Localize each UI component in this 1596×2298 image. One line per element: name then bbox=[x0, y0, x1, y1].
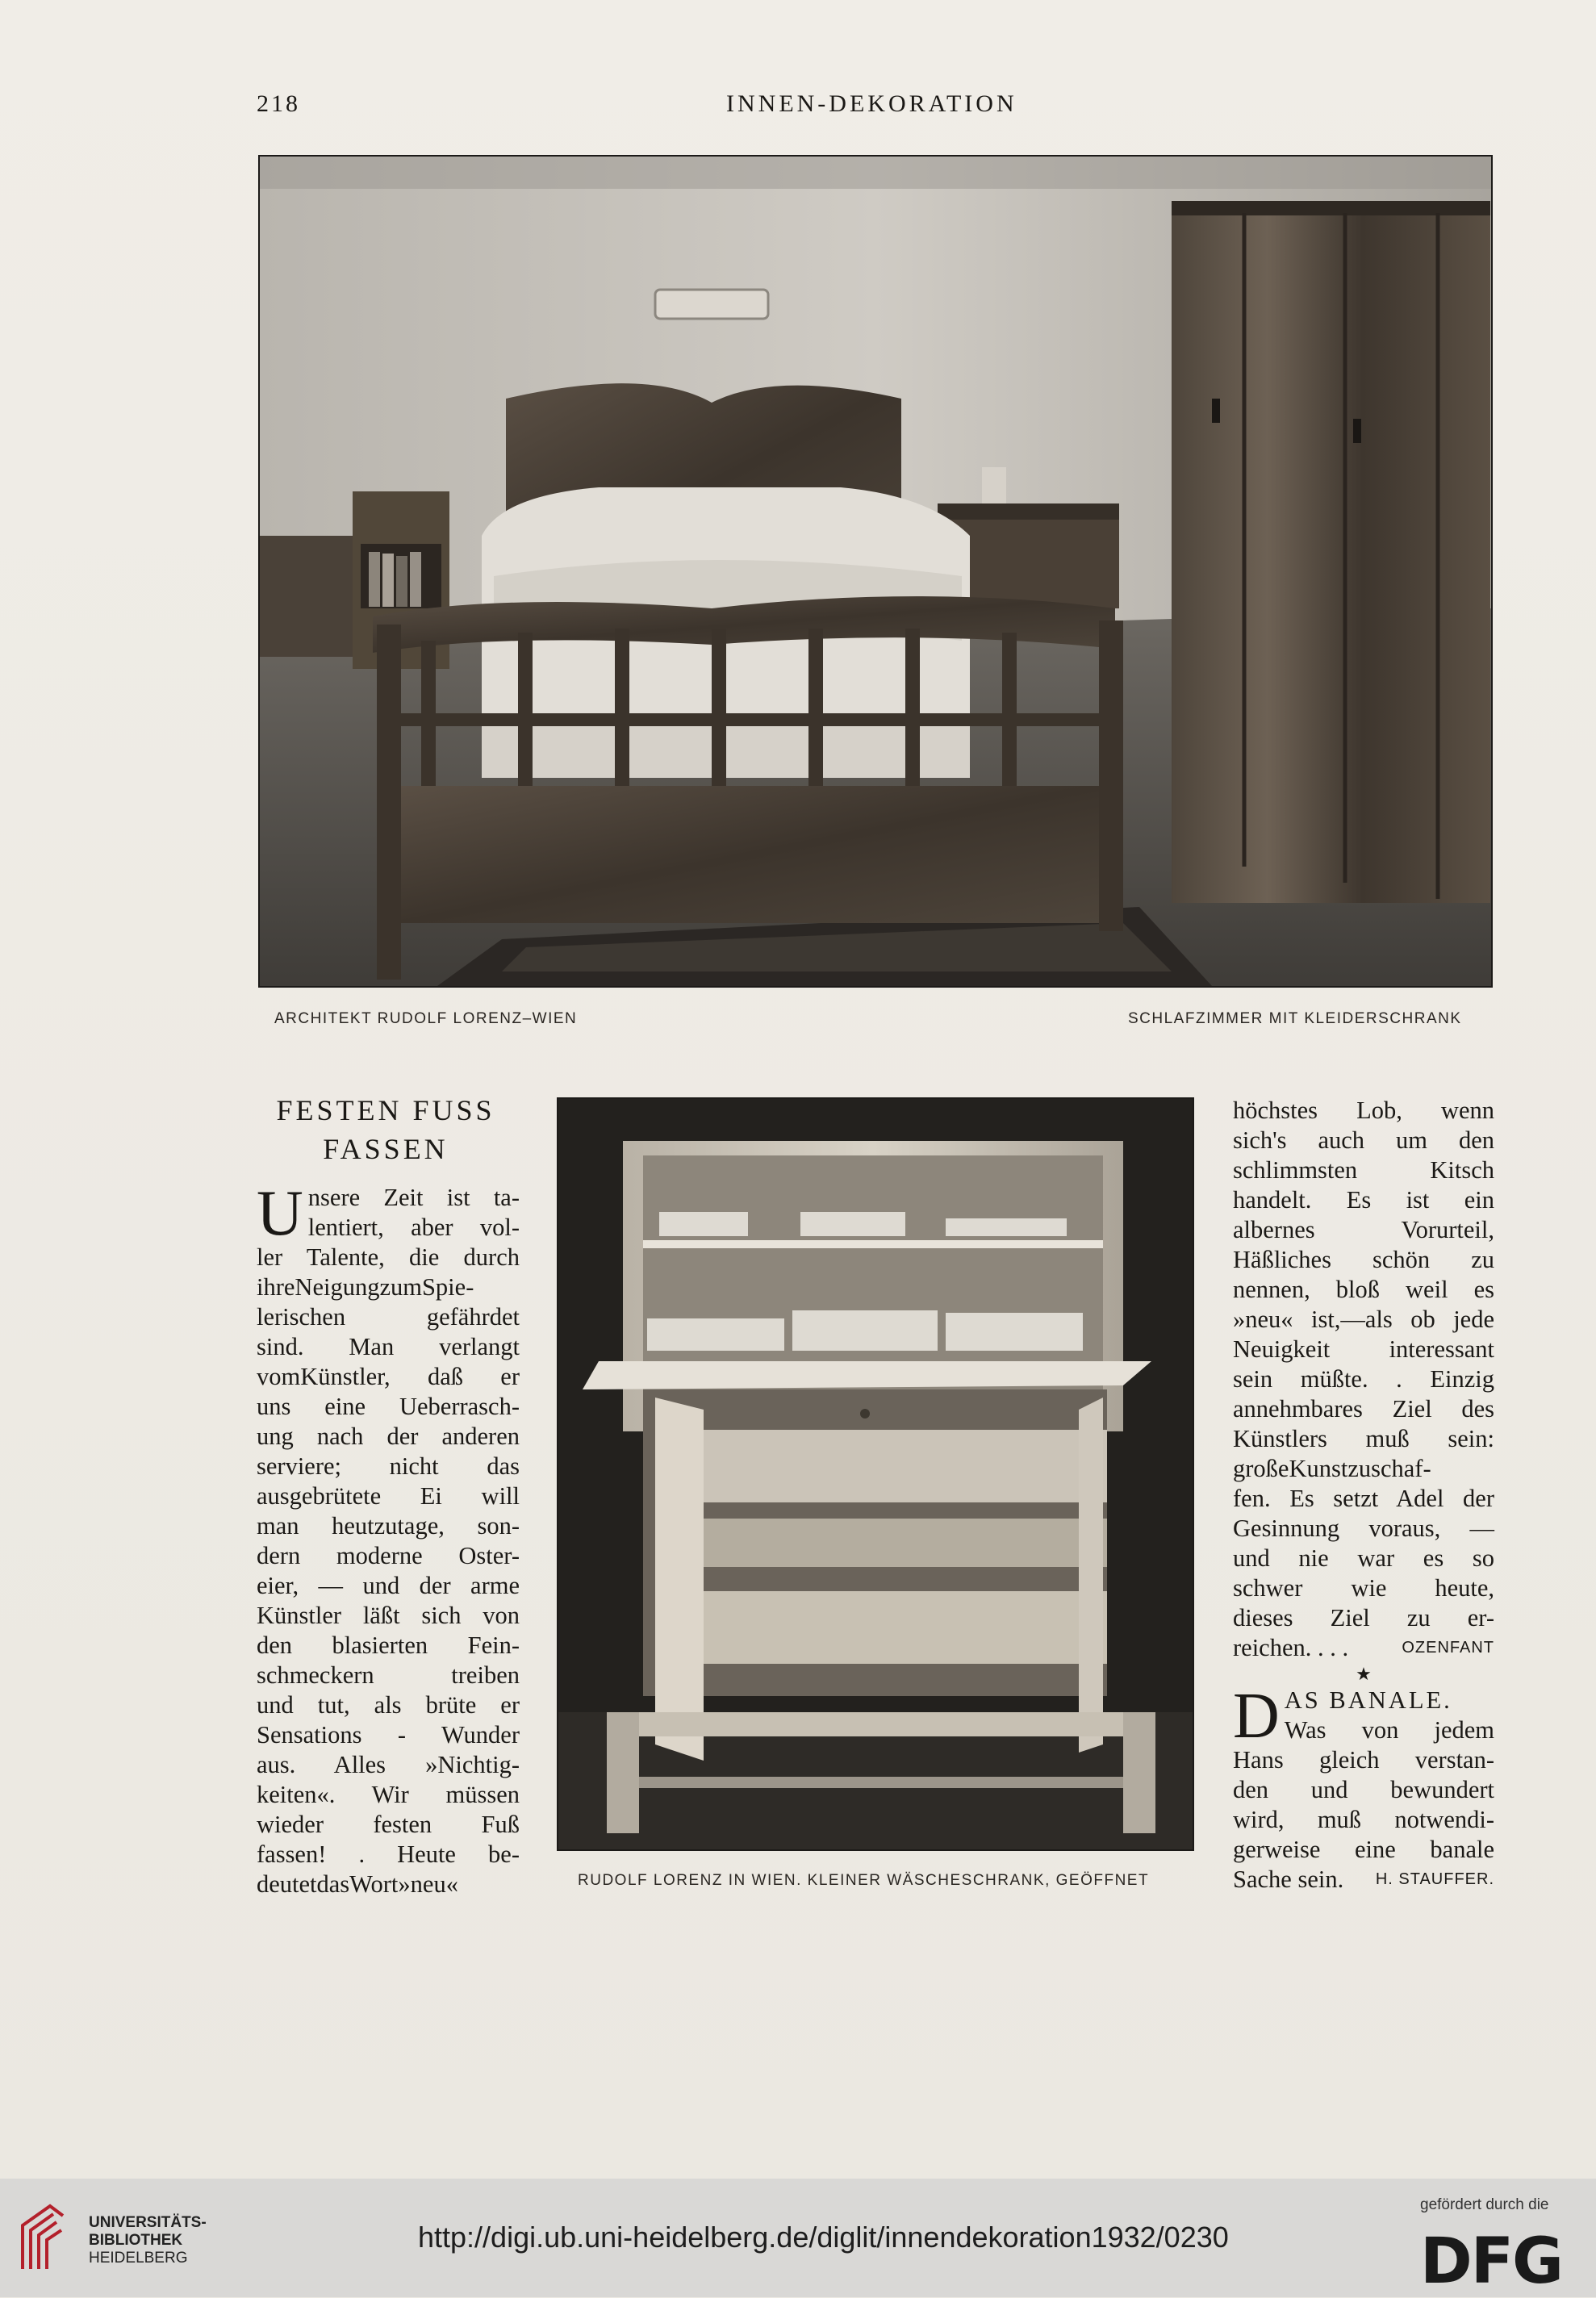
text-line: aus. Alles »Nichtig- bbox=[257, 1751, 520, 1778]
article-left-column bbox=[257, 1178, 520, 1899]
separator-star: ★ bbox=[1356, 1664, 1372, 1684]
left-text-lines bbox=[257, 1178, 520, 1899]
text-line: schwer wie heute, bbox=[1233, 1574, 1494, 1602]
text-line: nennen, bloß weil es bbox=[1233, 1276, 1494, 1303]
text-line: schlimmsten Kitsch bbox=[1233, 1156, 1494, 1184]
text-line: Was von jedem bbox=[1284, 1716, 1494, 1744]
text-line: Häßliches schön zu bbox=[1233, 1246, 1494, 1273]
footer-bar bbox=[0, 2179, 1596, 2297]
text-line: fassen! . Heute be- bbox=[257, 1840, 520, 1868]
text-line: man heutzutage, son- bbox=[257, 1512, 520, 1540]
sponsor-label: gefördert durch die bbox=[1420, 2196, 1549, 2213]
source-url[interactable]: http://digi.ub.uni-heidelberg.de/diglit/innendekoration1932/0230 bbox=[418, 2221, 1229, 2254]
bedroom-photo bbox=[258, 155, 1493, 988]
text-line: »neu« ist,—als ob jede bbox=[1233, 1306, 1494, 1333]
right-text-lines bbox=[1233, 1096, 1494, 1633]
text-line: Neuigkeit interessant bbox=[1233, 1335, 1494, 1363]
text-line: und tut, als brüte er bbox=[257, 1691, 520, 1719]
text-line: nsere Zeit ist ta- bbox=[307, 1184, 520, 1211]
text-line: Künstlers muß sein: bbox=[1233, 1425, 1494, 1452]
text-line: sich's auch um den bbox=[1233, 1126, 1494, 1154]
text-line: deutetdasWort»neu« bbox=[257, 1870, 458, 1898]
caption-room: SCHLAFZIMMER MIT KLEIDERSCHRANK bbox=[1128, 1010, 1462, 1027]
cabinet-photo bbox=[557, 1097, 1194, 1851]
article-title-line1: FESTEN FUSS bbox=[276, 1094, 495, 1126]
ub-heidelberg-logo bbox=[18, 2201, 68, 2274]
text-line: handelt. Es ist ein bbox=[1233, 1186, 1494, 1214]
text-line: sein müßte. . Einzig bbox=[1233, 1365, 1494, 1393]
article-title bbox=[257, 1091, 515, 1168]
text-line: wieder festen Fuß bbox=[257, 1811, 520, 1838]
text-line: den blasierten Fein- bbox=[257, 1632, 520, 1659]
article-right-column bbox=[1233, 1096, 1494, 1895]
text-line: ausgebrütete Ei will bbox=[257, 1482, 520, 1510]
article-title-line2: FASSEN bbox=[323, 1133, 449, 1165]
text-line: höchstes Lob, wenn bbox=[1233, 1097, 1494, 1124]
dropcap-d: D bbox=[1233, 1681, 1280, 1752]
text-line: und nie war es so bbox=[1233, 1544, 1494, 1572]
text-line: uns eine Ueberrasch- bbox=[257, 1393, 520, 1420]
text-line: annehmbares Ziel des bbox=[1233, 1395, 1494, 1423]
text-line: Künstler läßt sich von bbox=[257, 1602, 520, 1629]
text-line: Hans gleich verstan- bbox=[1233, 1746, 1494, 1774]
text-line: eier, — und der arme bbox=[257, 1572, 520, 1599]
dropcap-u: U bbox=[257, 1178, 303, 1249]
text-line: dieses Ziel zu er- bbox=[1233, 1604, 1494, 1632]
text-line: den und bewundert bbox=[1233, 1776, 1494, 1803]
page-number: 218 bbox=[257, 90, 300, 117]
second-article-title: AS BANALE. bbox=[1284, 1686, 1452, 1714]
text-line: gerweise eine banale bbox=[1233, 1836, 1494, 1863]
text-line: Gesinnung voraus, — bbox=[1233, 1515, 1494, 1542]
author-ozenfant: OZENFANT bbox=[1402, 1639, 1494, 1657]
author-stauffer: H. STAUFFER. bbox=[1375, 1870, 1494, 1888]
text-line: serviere; nicht das bbox=[257, 1452, 520, 1480]
text-line: dern moderne Oster- bbox=[257, 1542, 520, 1569]
text-line: Sensations - Wunder bbox=[257, 1721, 520, 1749]
text-line: sind. Man verlangt bbox=[257, 1333, 520, 1360]
text-line: albernes Vorurteil, bbox=[1233, 1216, 1494, 1243]
text-line: lentiert, aber vol- bbox=[307, 1214, 520, 1241]
text-line: fen. Es setzt Adel der bbox=[1233, 1485, 1494, 1512]
text-line: schmeckern treiben bbox=[257, 1661, 520, 1689]
text-line: großeKunstzuschaf- bbox=[1233, 1455, 1431, 1482]
text-line: wird, muß notwendi- bbox=[1233, 1806, 1494, 1833]
text-line: ihreNeigungzumSpie- bbox=[257, 1273, 474, 1301]
caption-architect: ARCHITEKT RUDOLF LORENZ–WIEN bbox=[274, 1010, 578, 1027]
right-last-line: reichen. . . . OZENFANT bbox=[1233, 1634, 1494, 1661]
text-line: lerischen gefährdet bbox=[257, 1303, 520, 1331]
library-name: UNIVERSITÄTS- BIBLIOTHEK HEIDELBERG bbox=[89, 2214, 207, 2267]
caption-cabinet: RUDOLF LORENZ IN WIEN. KLEINER WÄSCHESCHRANK, GEÖFFNET bbox=[578, 1872, 1150, 1889]
text-line: vomKünstler, daß er bbox=[257, 1363, 520, 1390]
second-last-line: Sache sein. H. STAUFFER. bbox=[1233, 1866, 1494, 1893]
dfg-logo: DFG bbox=[1420, 2225, 1563, 2298]
text-line: keiten«. Wir müssen bbox=[257, 1781, 520, 1808]
running-title: INNEN-DEKORATION bbox=[726, 90, 1017, 117]
text-line: ung nach der anderen bbox=[257, 1423, 520, 1450]
text-line: ler Talente, die durch bbox=[257, 1243, 520, 1271]
